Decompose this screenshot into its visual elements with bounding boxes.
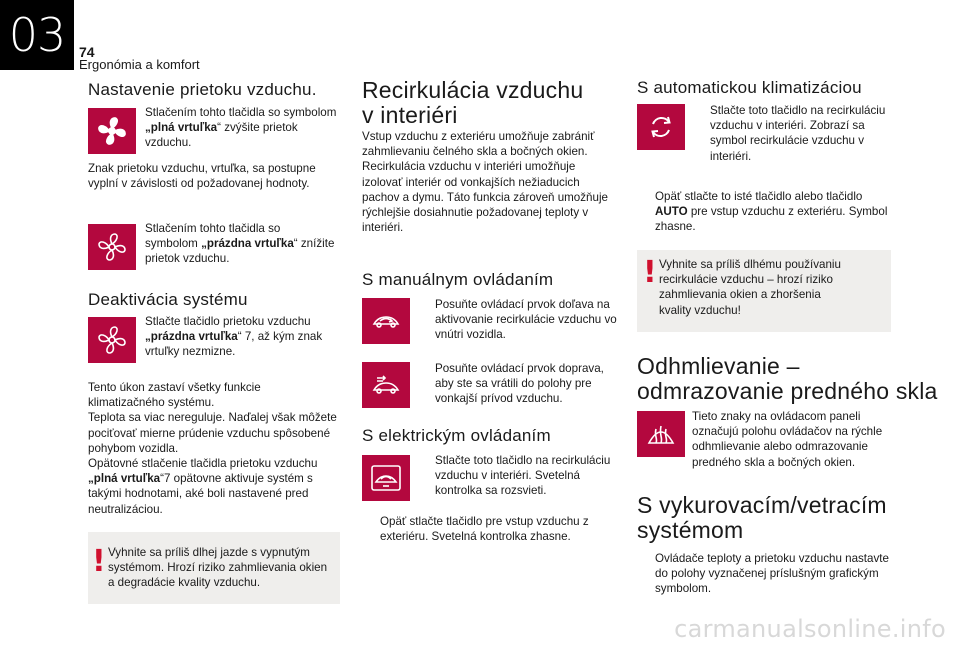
watermark: carmanualsonline.info — [674, 615, 946, 643]
fresh-air-manual-icon — [362, 362, 410, 408]
warning-box-left — [88, 532, 340, 604]
title-recirculation: Recirkulácia vzduchu v interiéri — [362, 77, 584, 128]
warning-icon: ! — [92, 544, 106, 579]
heading-deactivation: Deaktivácia systému — [88, 290, 248, 309]
title-heating: S vykurovacím/vetracím systémom — [637, 492, 887, 543]
recirc-manual-icon — [362, 298, 410, 344]
defrost-icon — [637, 411, 685, 457]
recirc-auto-icon — [637, 104, 685, 150]
auto-bullet-2: Opäť stlačte to isté tlačidlo alebo tlačidlo AUTO pre vstup vzduchu z exteriéru. Symbol zhasne. — [655, 190, 888, 234]
fan-empty-icon — [88, 224, 136, 270]
electric-bullet-1: Stlačte toto tlačidlo na recirkuláciu vzduchu v interiéri. Svetelná kontrolka sa rozsvieti. — [435, 454, 611, 498]
fan-full-icon — [88, 108, 136, 154]
fan-off-text: Stlačte tlačidlo prietoku vzduchu „prázdna vrtuľka“ 7, až kým znak vrtuľky nezmizne. — [145, 315, 323, 359]
warning-icon: ! — [643, 255, 657, 290]
heading-airflow: Nastavenie prietoku vzduchu. — [88, 80, 317, 99]
heading-auto: S automatickou klimatizáciou — [637, 78, 862, 97]
airflow-para: Znak prietoku vzduchu, vrtuľka, sa postupne vyplní v závislosti od požadovanej hodnoty. — [88, 162, 316, 191]
recirculation-intro: Vstup vzduchu z exteriéru umožňuje zabrániť zahmlievaniu čelného skla a bočných okien. Recirkulácia vzduchu v interiéri umožňuje izolovať interiér od vonkajších nežiaducich pachov a dymu. Táto funkcia zároveň umožňuje rýchlejšie dosiahnutie požadovanej teploty v interiéri. — [362, 130, 608, 235]
auto-bullet-1: Stlačte toto tlačidlo na recirkuláciu vzduchu v interiéri. Zobrazí sa symbol recirkulácie vzduchu v interiéri. — [710, 104, 886, 163]
heading-manual: S manuálnym ovládaním — [362, 270, 554, 289]
fan-off-icon — [88, 317, 136, 363]
page-number: 74 — [79, 44, 95, 60]
heating-bullet: Ovládače teploty a prietoku vzduchu nastavte do polohy vyznačenej príslušným grafickým symbolom. — [655, 552, 889, 596]
warning-text-left: Vyhnite sa príliš dlhej jazde s vypnutým systémom. Hrozí riziko zahmlievania okien a degradácie kvality vzduchu. — [108, 546, 328, 590]
recirc-electric-icon — [362, 455, 410, 501]
section-title: Ergonómia a komfort — [79, 57, 200, 72]
defrost-text: Tieto znaky na ovládacom paneli označujú polohu ovládačov na rýchle odhmlievanie alebo odmrazovanie predného skla a bočných okien. — [692, 410, 883, 469]
deactivation-para: Tento úkon zastaví všetky funkcie klimatizačného systému. Teplota sa viac nereguluje. Naďalej však môžete pociťovať mierne prúdenie vzduchu spôsobené pohybom vozidla. Opätovné stlačenie tlačidla prietoku vzduchu „plná vrtuľka“7 opätovne aktivuje systém s takými hodnotami, aké boli nastavené pred neutralizáciou. — [88, 381, 337, 516]
warning-text-right: Vyhnite sa príliš dlhému používaniu recirkulácie vzduchu – hrozí riziko zahmlievania okien a zhoršenia kvality vzduchu! — [659, 258, 841, 317]
electric-bullet-2: Opäť stlačte tlačidlo pre vstup vzduchu z exteriéru. Svetelná kontrolka zhasne. — [380, 515, 589, 544]
fan-empty-text: Stlačením tohto tlačidla so symbolom „prázdna vrtuľka“ znížite prietok vzduchu. — [145, 222, 335, 266]
chapter-number: 03 — [0, 0, 74, 70]
manual-bullet-2: Posuňte ovládací prvok doprava, aby ste sa vrátili do polohy pre vonkajší prívod vzduchu. — [435, 362, 604, 406]
fan-full-text: Stlačením tohto tlačidla so symbolom „plná vrtuľka“ zvýšite prietok vzduchu. — [145, 106, 337, 150]
warning-box-right — [637, 250, 891, 332]
heading-electric: S elektrickým ovládaním — [362, 426, 551, 445]
manual-bullet-1: Posuňte ovládací prvok doľava na aktivovanie recirkulácie vzduchu vo vnútri vozidla. — [435, 298, 617, 342]
title-defrost: Odhmlievanie – odmrazovanie predného skla — [637, 353, 938, 404]
